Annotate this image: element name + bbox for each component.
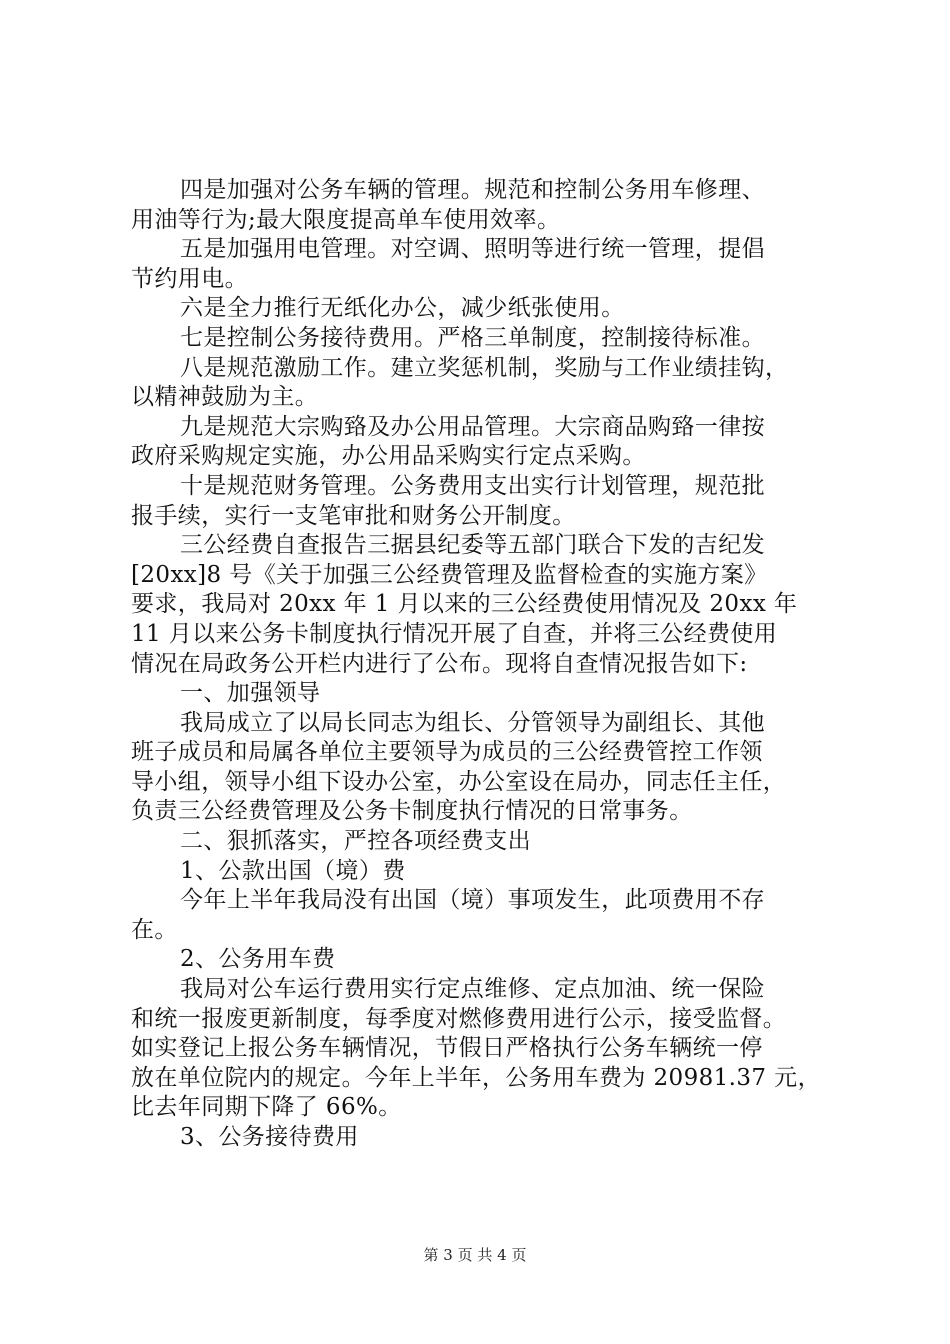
paragraph-line: 节约用电。 <box>131 265 248 292</box>
paragraph-line: 八是规范激励工作。建立奖惩机制，奖励与工作业绩挂钩， <box>180 354 789 381</box>
paragraph-line: 报手续，实行一支笔审批和财务公开制度。 <box>131 502 576 529</box>
paragraph-line: 情况在局政务公开栏内进行了公布。现将自查情况报告如下: <box>131 650 748 677</box>
paragraph-line: 在。 <box>131 916 178 943</box>
document-body <box>131 176 831 1153</box>
paragraph-line: 负责三公经费管理及公务卡制度执行情况的日常事务。 <box>131 798 693 825</box>
paragraph-line: 比去年同期下降了 66%。 <box>131 1094 402 1121</box>
paragraph-line: 用油等行为;最大限度提高单车使用效率。 <box>131 206 561 233</box>
paragraph-line: 1、公款出国（境）费 <box>180 857 406 884</box>
paragraph-line: 我局对公车运行费用实行定点维修、定点加油、统一保险 <box>180 976 765 1003</box>
paragraph-line: 九是规范大宗购臵及办公用品管理。大宗商品购臵一律按 <box>180 413 765 440</box>
paragraph-line: 二、狠抓落实，严控各项经费支出 <box>180 828 531 855</box>
paragraph-line: 今年上半年我局没有出国（境）事项发生，此项费用不存 <box>180 887 765 914</box>
paragraph-line: 十是规范财务管理。公务费用支出实行计划管理，规范批 <box>180 472 765 499</box>
paragraph-line: 六是全力推行无纸化办公，减少纸张使用。 <box>180 295 625 322</box>
paragraph-line: 班子成员和局属各单位主要领导为成员的三公经费管控工作领 <box>131 739 763 766</box>
paragraph-line: 要求，我局对 20xx 年 1 月以来的三公经费使用情况及 20xx 年 <box>131 591 798 618</box>
paragraph-line: 五是加强用电管理。对空调、照明等进行统一管理，提倡 <box>180 236 765 263</box>
paragraph-line: 11 月以来公务卡制度执行情况开展了自查，并将三公经费使用 <box>131 620 778 647</box>
paragraph-line: 四是加强对公务车辆的管理。规范和控制公务用车修理、 <box>180 177 765 203</box>
paragraph-line: 三公经费自查报告三据县纪委等五部门联合下发的吉纪发 <box>180 532 765 559</box>
paragraph-line: 3、公务接待费用 <box>180 1124 359 1150</box>
paragraph-line: 导小组，领导小组下设办公室，办公室设在局办，同志任主任， <box>131 768 787 795</box>
page-footer: 第 3 页 共 4 页 <box>423 1246 527 1264</box>
paragraph-line: 如实登记上报公务车辆情况，节假日严格执行公务车辆统一停 <box>131 1035 763 1062</box>
paragraph-line: 七是控制公务接待费用。严格三单制度，控制接待标准。 <box>180 324 765 351</box>
paragraph-line: 一、加强领导 <box>180 680 321 707</box>
paragraph-line: 2、公务用车费 <box>180 946 336 973</box>
paragraph-line: [20xx]8 号《关于加强三公经费管理及监督检查的实施方案》 <box>131 561 768 588</box>
paragraph-line: 放在单位院内的规定。今年上半年，公务用车费为 20981.37 元， <box>131 1064 821 1091</box>
paragraph-line: 政府采购规定实施，办公用品采购实行定点采购。 <box>131 443 646 470</box>
paragraph-line: 以精神鼓励为主。 <box>131 384 319 411</box>
paragraph-line: 和统一报废更新制度，每季度对燃修费用进行公示，接受监督。 <box>131 1005 787 1032</box>
paragraph-line: 我局成立了以局长同志为组长、分管领导为副组长、其他 <box>180 709 765 736</box>
